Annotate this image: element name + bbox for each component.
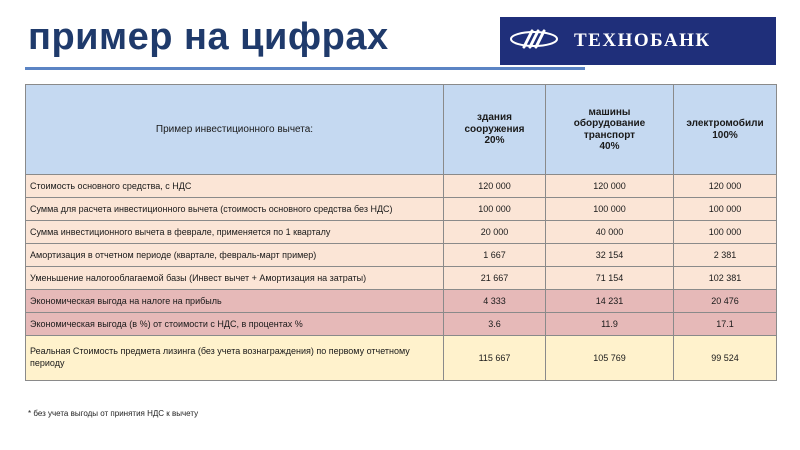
header-buildings: здания сооружения 20% [444, 85, 546, 175]
logo-text: ТЕХНОБАНК [574, 30, 711, 51]
footnote: * без учета выгоды от принятия НДС к вычету [28, 409, 199, 418]
cell-value: 99 524 [674, 336, 777, 381]
technobank-logo [500, 17, 776, 65]
cell-value: 100 000 [674, 198, 777, 221]
header-label: Пример инвестиционного вычета: [26, 85, 444, 175]
table-row [26, 267, 777, 290]
cell-value: 20 000 [444, 221, 546, 244]
header-machinery: машины оборудование транспорт 40% [546, 85, 674, 175]
cell-value: 11.9 [546, 313, 674, 336]
cell-value: 17.1 [674, 313, 777, 336]
cell-value: 21 667 [444, 267, 546, 290]
cell-value: 100 000 [674, 221, 777, 244]
cell-value: 105 769 [546, 336, 674, 381]
table-row [26, 175, 777, 198]
title-underline [25, 67, 585, 70]
table-row-highlight [26, 313, 777, 336]
cell-value: 120 000 [674, 175, 777, 198]
bank-emblem-icon [510, 28, 562, 55]
row-label: Экономическая выгода (в %) от стоимости с НДС, в процентах % [26, 313, 444, 336]
row-label: Уменьшение налогооблагаемой базы (Инвест вычет + Амортизация на затраты) [26, 267, 444, 290]
investment-deduction-table [25, 84, 777, 381]
cell-value: 2 381 [674, 244, 777, 267]
cell-value: 115 667 [444, 336, 546, 381]
row-label: Амортизация в отчетном периоде (квартале, февраль-март пример) [26, 244, 444, 267]
table-row [26, 221, 777, 244]
cell-value: 32 154 [546, 244, 674, 267]
page-title: пример на цифрах [28, 16, 389, 58]
cell-value: 100 000 [444, 198, 546, 221]
table-row [26, 198, 777, 221]
cell-value: 71 154 [546, 267, 674, 290]
cell-value: 20 476 [674, 290, 777, 313]
cell-value: 40 000 [546, 221, 674, 244]
table-row-highlight [26, 290, 777, 313]
table-header-row [26, 85, 777, 175]
cell-value: 3.6 [444, 313, 546, 336]
table-row [26, 336, 777, 381]
cell-value: 120 000 [444, 175, 546, 198]
header-electric-cars: электромобили 100% [674, 85, 777, 175]
table-row [26, 244, 777, 267]
row-label: Реальная Стоимость предмета лизинга (без учета вознаграждения) по первому отчетному периоду [26, 336, 444, 381]
cell-value: 120 000 [546, 175, 674, 198]
cell-value: 14 231 [546, 290, 674, 313]
row-label: Экономическая выгода на налоге на прибыль [26, 290, 444, 313]
row-label: Сумма для расчета инвестиционного вычета (стоимость основного средства без НДС) [26, 198, 444, 221]
cell-value: 100 000 [546, 198, 674, 221]
cell-value: 4 333 [444, 290, 546, 313]
cell-value: 1 667 [444, 244, 546, 267]
cell-value: 102 381 [674, 267, 777, 290]
row-label: Стоимость основного средства, с НДС [26, 175, 444, 198]
row-label: Сумма инвестиционного вычета в феврале, применяется по 1 кварталу [26, 221, 444, 244]
